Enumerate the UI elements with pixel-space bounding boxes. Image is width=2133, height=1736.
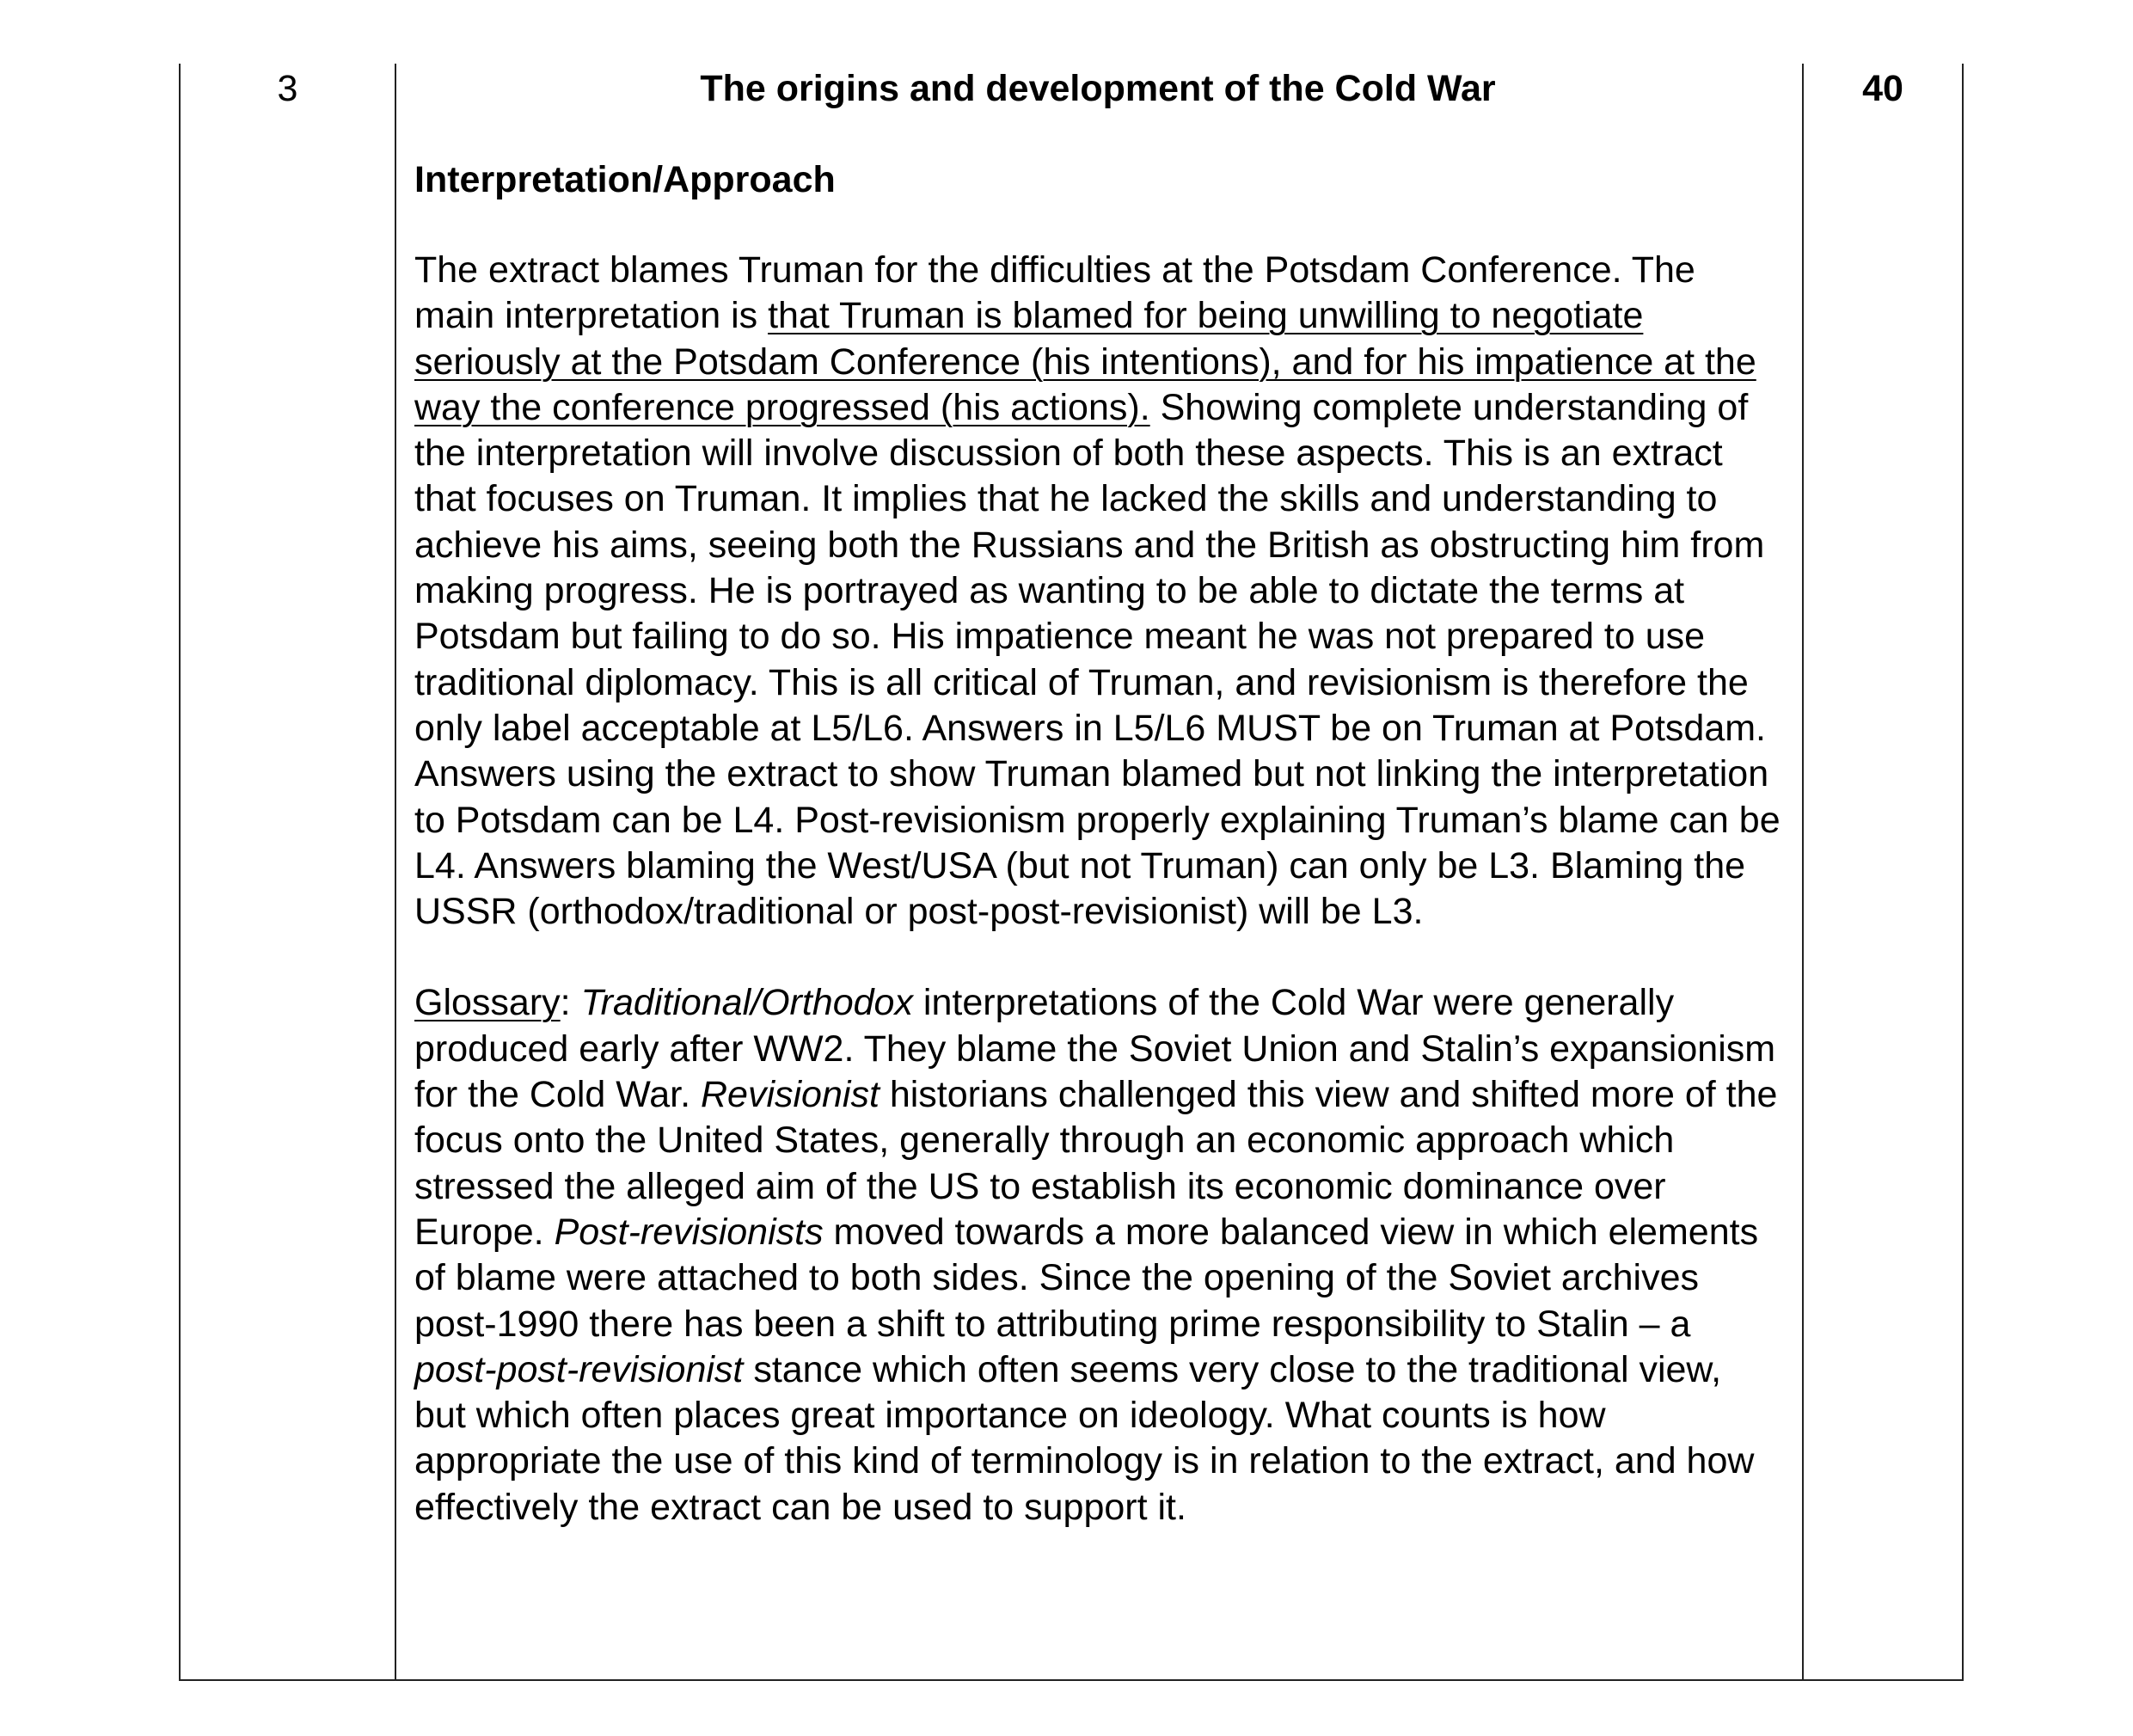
glossary-term-traditional: Traditional/Orthodox [580, 982, 913, 1024]
glossary-label: Glossary [414, 982, 561, 1024]
glossary-text-1: interpretations of the Cold War were generally produced early after WW2. They blame the Soviet Union and Stalin’s expansionism for the Cold War. [414, 982, 1776, 1116]
main-interpretation-underlined: that Truman is blamed for being unwilling to negotiate seriously at the Potsdam Conference (his intentions), and for his impatience at the way the conference progressed (his actions). [414, 295, 1756, 428]
interpretation-lead: The extract blames Truman for the difficulties at the Potsdam Conference. The main interpretation is [414, 249, 1695, 337]
answer-guidance [414, 66, 1781, 1531]
question-title: The origins and development of the Cold War [700, 68, 1496, 109]
marks-value: 40 [1862, 68, 1903, 109]
section-heading: Interpretation/Approach [414, 159, 836, 200]
glossary-paragraph [414, 980, 1781, 1531]
glossary-text-3: moved towards a more balanced view in which elements of blame were attached to both sides. Since the opening of the Soviet archives post-1990 there has been a shift to attributing prime responsibility to Stalin – a [414, 1211, 1759, 1345]
mark-scheme-table [179, 64, 1964, 1681]
column-divider-right [1802, 64, 1804, 1679]
interpretation-rest: Showing complete understanding of the interpretation will involve discussion of both these aspects. This is an extract that focuses on Truman. It implies that he lacked the skills and understanding to achieve his aims, seeing both the Russians and the British as obstructing him from making progress. He is portrayed as wanting to be able to dictate the terms at Potsdam but failing to do so. His impatience meant he was not prepared to use traditional diplomacy. This is all critical of Truman, and revisionism is therefore the only label acceptable at L5/L6. Answers in L5/L6 MUST be on Truman at Potsdam. Answers using the extract to show Truman blamed but not linking the interpretation to Potsdam can be L4. Post-revisionism properly explaining Truman’s blame can be L4. Answers blaming the West/USA (but not Truman) can only be L3. Blaming the USSR (orthodox/traditional or post-post-revisionist) will be L3. [414, 386, 1781, 933]
glossary-text-4: stance which often seems very close to the traditional view, but which often places great importance on ideology. What counts is how appropriate the use of this kind of terminology is in relation to the extract, and how effectively the extract can be used to support it. [414, 1348, 1755, 1528]
question-number: 3 [277, 68, 298, 109]
glossary-colon: : [560, 982, 581, 1024]
interpretation-paragraph [414, 248, 1781, 935]
column-divider-left [395, 64, 396, 1679]
glossary-term-post-revisionists: Post-revisionists [554, 1211, 824, 1253]
glossary-text-2: historians challenged this view and shifted more of the focus onto the United States, generally through an economic approach which stressed the alleged aim of the US to establish its economic dominance over Europe. [414, 1074, 1778, 1253]
glossary-term-revisionist: Revisionist [700, 1074, 880, 1116]
glossary-term-post-post-revisionist: post-post-revisionist [414, 1348, 744, 1390]
